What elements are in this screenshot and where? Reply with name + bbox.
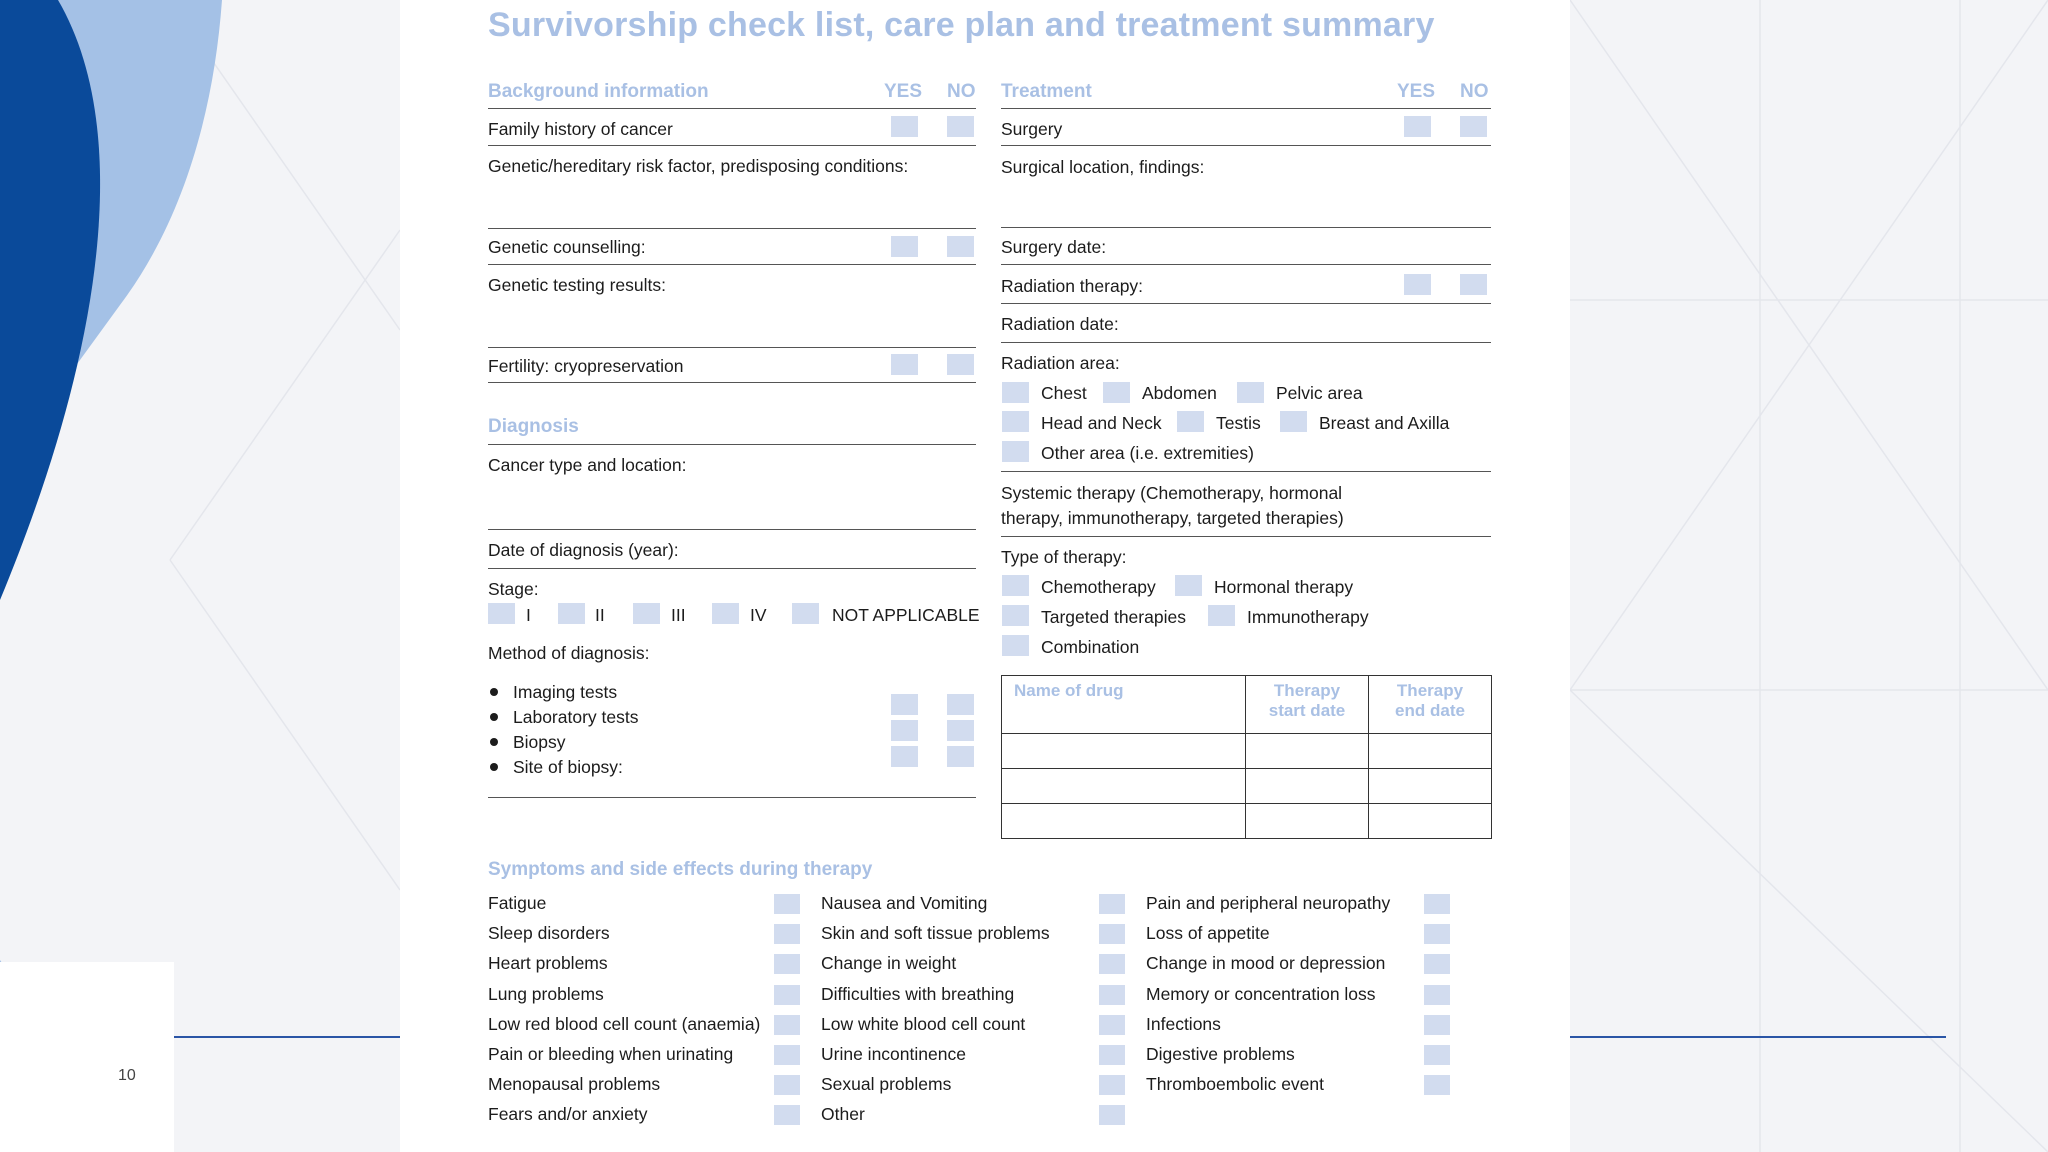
surgery-yes-checkbox[interactable] (1404, 116, 1431, 137)
family-history-no-checkbox[interactable] (947, 116, 974, 137)
symptom-checkbox[interactable] (1424, 1075, 1450, 1095)
area-testis-checkbox[interactable] (1177, 411, 1204, 432)
symptom-label: Thromboembolic event (1146, 1074, 1324, 1095)
rule (488, 145, 976, 146)
symptom-checkbox[interactable] (1099, 954, 1125, 974)
drug-table-row (1002, 734, 1492, 769)
laboratory-no-checkbox[interactable] (947, 720, 974, 741)
bullet (490, 713, 498, 721)
area-chest-label: Chest (1041, 383, 1087, 403)
type-hormonal-label: Hormonal therapy (1214, 577, 1354, 597)
stage-na-label: NOT APPLICABLE (832, 605, 980, 625)
start-date-cell[interactable] (1246, 769, 1369, 804)
symptom-checkbox[interactable] (774, 924, 800, 944)
area-breast-axilla-checkbox[interactable] (1280, 411, 1307, 432)
laboratory-yes-checkbox[interactable] (891, 720, 918, 741)
area-chest-checkbox[interactable] (1002, 382, 1029, 403)
radiation-area-label: Radiation area: (1001, 353, 1120, 373)
start-date-header-line1: Therapy (1273, 681, 1341, 700)
radiation-therapy-label: Radiation therapy: (1001, 276, 1144, 296)
area-testis-label: Testis (1216, 413, 1261, 433)
therapy-type-label: Type of therapy: (1001, 547, 1127, 567)
type-targeted-checkbox[interactable] (1002, 605, 1029, 626)
stage-na-checkbox[interactable] (792, 603, 819, 624)
stage-label: Stage: (488, 579, 539, 599)
rule (488, 444, 976, 445)
symptom-checkbox[interactable] (774, 1075, 800, 1095)
rule (488, 264, 976, 265)
symptom-label: Heart problems (488, 953, 608, 974)
symptom-label: Change in mood or depression (1146, 953, 1386, 974)
symptom-label: Digestive problems (1146, 1044, 1295, 1064)
symptom-checkbox[interactable] (1099, 1045, 1125, 1065)
type-chemotherapy-checkbox[interactable] (1002, 575, 1029, 596)
stage-2-checkbox[interactable] (558, 603, 585, 624)
area-breast-axilla-label: Breast and Axilla (1319, 413, 1450, 433)
symptom-checkbox[interactable] (774, 1015, 800, 1035)
treatment-heading: Treatment (1001, 81, 1092, 102)
dark-blue-arc (0, 0, 100, 600)
page-number: 10 (118, 1067, 136, 1084)
end-date-header-line2: end date (1395, 700, 1465, 720)
rule (488, 347, 976, 348)
bullet (490, 763, 498, 771)
method-laboratory-label: Laboratory tests (513, 707, 639, 727)
area-head-neck-label: Head and Neck (1041, 413, 1162, 433)
rule (1001, 471, 1491, 472)
symptom-checkbox[interactable] (774, 1105, 800, 1125)
symptom-checkbox[interactable] (1424, 1045, 1450, 1065)
drug-name-cell[interactable] (1002, 734, 1246, 769)
end-date-header (1369, 676, 1492, 734)
rule (488, 568, 976, 569)
rule (1001, 227, 1491, 228)
surgery-no-checkbox[interactable] (1460, 116, 1487, 137)
method-biopsy-label: Biopsy (513, 732, 566, 752)
rule (488, 797, 976, 798)
footer-rule-left (174, 1036, 400, 1038)
symptom-label: Infections (1146, 1013, 1221, 1034)
systemic-therapy-label-1: Systemic therapy (Chemotherapy, hormonal (1001, 483, 1343, 503)
drug-name-header: Name of drug (1002, 676, 1246, 734)
yes-label: YES (884, 81, 923, 102)
symptom-checkbox[interactable] (1424, 1015, 1450, 1035)
symptom-checkbox[interactable] (1424, 954, 1450, 974)
symptom-label: Urine incontinence (821, 1044, 966, 1064)
genetic-counselling-yes-checkbox[interactable] (891, 236, 918, 257)
type-chemotherapy-label: Chemotherapy (1041, 577, 1156, 597)
symptom-label: Pain or bleeding when urinating (488, 1044, 734, 1064)
yes-label: YES (1397, 81, 1436, 102)
symptom-label: Fears and/or anxiety (488, 1104, 648, 1125)
symptom-checkbox[interactable] (1099, 985, 1125, 1005)
area-abdomen-checkbox[interactable] (1103, 382, 1130, 403)
symptom-label: Low white blood cell count (821, 1013, 1026, 1034)
symptom-checkbox[interactable] (774, 894, 800, 914)
area-pelvic-label: Pelvic area (1276, 383, 1363, 403)
end-date-cell[interactable] (1369, 804, 1492, 839)
rule (488, 529, 976, 530)
symptom-label: Low red blood cell count (anaemia) (488, 1013, 761, 1034)
method-label: Method of diagnosis: (488, 643, 650, 663)
stage-2-label: II (595, 605, 605, 625)
rule (1001, 145, 1491, 146)
imaging-no-checkbox[interactable] (947, 694, 974, 715)
area-other-checkbox[interactable] (1002, 441, 1029, 462)
rule (1001, 303, 1491, 304)
family-history-label: Family history of cancer (488, 119, 673, 139)
symptom-label: Nausea and Vomiting (821, 893, 988, 913)
symptoms-heading: Symptoms and side effects during therapy (488, 859, 873, 880)
stage-1-checkbox[interactable] (488, 603, 515, 624)
bullet (490, 688, 498, 696)
symptom-label: Menopausal problems (488, 1074, 661, 1095)
type-immunotherapy-checkbox[interactable] (1208, 605, 1235, 626)
symptom-checkbox[interactable] (774, 954, 800, 974)
surgical-location-label: Surgical location, findings: (1001, 157, 1205, 177)
symptom-checkbox[interactable] (1099, 894, 1125, 914)
rule (488, 228, 976, 229)
symptom-label: Loss of appetite (1146, 923, 1270, 944)
symptom-checkbox[interactable] (774, 985, 800, 1005)
drug-name-cell[interactable] (1002, 804, 1246, 839)
symptom-checkbox[interactable] (1099, 1105, 1125, 1125)
footer-rule-right (1570, 1036, 1946, 1038)
background-heading: Background information (488, 81, 709, 102)
drug-name-cell[interactable] (1002, 769, 1246, 804)
method-site-label: Site of biopsy: (513, 757, 623, 777)
genetic-counselling-label: Genetic counselling: (488, 237, 646, 257)
biopsy-yes-checkbox[interactable] (891, 746, 918, 767)
end-date-header-line1: Therapy (1396, 681, 1464, 700)
biopsy-no-checkbox[interactable] (947, 746, 974, 767)
radiation-yes-checkbox[interactable] (1404, 274, 1431, 295)
area-abdomen-label: Abdomen (1142, 383, 1217, 403)
systemic-therapy-label-2: therapy, immunotherapy, targeted therapies) (1001, 508, 1344, 528)
type-immunotherapy-label: Immunotherapy (1247, 607, 1369, 627)
type-hormonal-checkbox[interactable] (1175, 575, 1202, 596)
type-targeted-label: Targeted therapies (1041, 607, 1186, 627)
genetic-testing-label: Genetic testing results: (488, 275, 666, 295)
stage-1-label: I (526, 605, 531, 625)
symptom-label: Change in weight (821, 953, 957, 974)
symptom-label: Memory or concentration loss (1146, 983, 1376, 1004)
symptom-label: Sleep disorders (488, 923, 610, 944)
diagnosis-heading: Diagnosis (488, 416, 579, 437)
start-date-header (1246, 676, 1369, 734)
page-number-panel (0, 962, 174, 1152)
rule (488, 382, 976, 383)
imaging-yes-checkbox[interactable] (891, 694, 918, 715)
fertility-yes-checkbox[interactable] (891, 354, 918, 375)
radiation-date-label: Radiation date: (1001, 314, 1119, 334)
stage-4-checkbox[interactable] (712, 603, 739, 624)
no-label: NO (1460, 81, 1489, 102)
symptom-checkbox[interactable] (774, 1045, 800, 1065)
rule (488, 108, 976, 109)
symptom-label: Fatigue (488, 893, 547, 913)
diagnosis-date-label: Date of diagnosis (year): (488, 540, 679, 560)
start-date-cell[interactable] (1246, 804, 1369, 839)
method-imaging-label: Imaging tests (513, 682, 618, 702)
cancer-type-label: Cancer type and location: (488, 455, 687, 475)
symptom-checkbox[interactable] (1099, 1015, 1125, 1035)
drug-table-header (1002, 676, 1492, 734)
symptom-label: Pain and peripheral neuropathy (1146, 893, 1391, 913)
drug-table-row (1002, 804, 1492, 839)
end-date-cell[interactable] (1369, 734, 1492, 769)
rule (1001, 342, 1491, 343)
drug-table-row (1002, 769, 1492, 804)
rule (1001, 108, 1491, 109)
family-history-yes-checkbox[interactable] (891, 116, 918, 137)
start-date-cell[interactable] (1246, 734, 1369, 769)
fertility-no-checkbox[interactable] (947, 354, 974, 375)
stage-4-label: IV (750, 605, 767, 625)
document-title: Survivorship check list, care plan and treatment summary (488, 6, 1435, 44)
drug-table (1001, 675, 1492, 839)
bullet (490, 738, 498, 746)
fertility-label: Fertility: cryopreservation (488, 356, 684, 376)
end-date-cell[interactable] (1369, 769, 1492, 804)
radiation-no-checkbox[interactable] (1460, 274, 1487, 295)
stage-3-checkbox[interactable] (633, 603, 660, 624)
symptom-label: Lung problems (488, 983, 604, 1004)
area-other-label: Other area (i.e. extremities) (1041, 443, 1254, 463)
genetic-risk-label: Genetic/hereditary risk factor, predisposing conditions: (488, 156, 909, 176)
symptom-checkbox[interactable] (1424, 985, 1450, 1005)
symptom-checkbox[interactable] (1099, 1075, 1125, 1095)
symptom-label: Difficulties with breathing (821, 983, 1015, 1004)
no-label: NO (947, 81, 976, 102)
symptom-label: Skin and soft tissue problems (821, 923, 1050, 944)
genetic-counselling-no-checkbox[interactable] (947, 236, 974, 257)
area-head-neck-checkbox[interactable] (1002, 411, 1029, 432)
rule (1001, 264, 1491, 265)
symptom-checkbox[interactable] (1424, 894, 1450, 914)
surgery-label: Surgery (1001, 119, 1063, 139)
document-page (400, 0, 1570, 1152)
symptom-label: Sexual problems (821, 1074, 952, 1095)
symptom-label: Other (821, 1104, 865, 1125)
symptom-checkbox[interactable] (1424, 924, 1450, 944)
rule (1001, 536, 1491, 537)
symptom-checkbox[interactable] (1099, 924, 1125, 944)
type-combination-label: Combination (1041, 637, 1140, 657)
surgery-date-label: Surgery date: (1001, 237, 1107, 257)
start-date-header-line2: start date (1268, 700, 1346, 720)
type-combination-checkbox[interactable] (1002, 635, 1029, 656)
stage-3-label: III (671, 605, 686, 625)
area-pelvic-checkbox[interactable] (1237, 382, 1264, 403)
